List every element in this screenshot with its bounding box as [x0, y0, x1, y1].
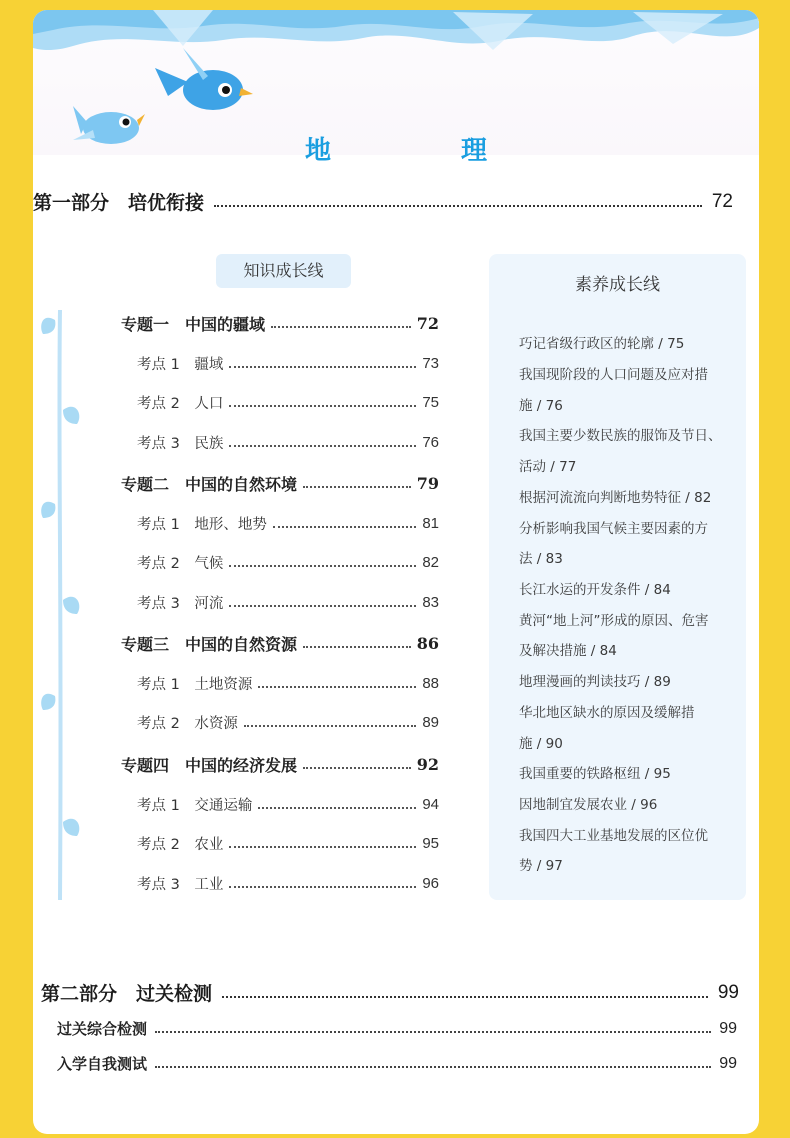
part-two-item-page: 99	[719, 1019, 737, 1037]
exam-point-page: 73	[422, 355, 439, 372]
exam-point-row[interactable]	[137, 353, 439, 374]
literacy-line-heading: 素养成长线	[575, 275, 660, 295]
part-two-item-row[interactable]	[57, 1018, 737, 1039]
exam-point-page: 89	[422, 714, 439, 731]
exam-point-row[interactable]	[137, 873, 439, 894]
leader-dots	[229, 405, 416, 407]
exam-point-label: 考点 1 交通运输	[137, 798, 253, 814]
part-two-item-label: 入学自我测试	[57, 1055, 148, 1073]
leader-dots	[222, 996, 708, 998]
leader-dots	[303, 646, 411, 648]
subject-title: 地 理	[304, 136, 539, 166]
literacy-line-text: 施 / 76	[519, 398, 563, 414]
topic-row[interactable]	[121, 312, 439, 335]
exam-point-label: 考点 2 农业	[137, 837, 224, 853]
literacy-line-text: 法 / 83	[519, 551, 563, 567]
literacy-line-text: 我国主要少数民族的服饰及节日、	[519, 428, 722, 444]
leader-dots	[229, 366, 416, 368]
part-two-page: 99	[717, 981, 739, 1003]
page-sheet	[33, 10, 759, 1134]
exam-point-row[interactable]	[137, 833, 439, 854]
knowledge-line-heading: 知识成长线	[216, 254, 351, 288]
exam-point-row[interactable]	[137, 432, 439, 453]
leader-dots	[244, 725, 416, 727]
topic-page: 86	[416, 634, 439, 653]
exam-point-row[interactable]	[137, 552, 439, 573]
literacy-line-text: 黄河“地上河”形成的原因、危害	[519, 613, 709, 629]
leader-dots	[229, 605, 416, 607]
exam-point-label: 考点 2 人口	[137, 396, 224, 412]
literacy-line-text: 巧记省级行政区的轮廓 / 75	[519, 336, 685, 352]
topic-label: 专题三 中国的自然资源	[121, 635, 298, 654]
exam-point-page: 83	[422, 594, 439, 611]
exam-point-label: 考点 3 民族	[137, 436, 224, 452]
literacy-line-text: 根据河流流向判断地势特征 / 82	[519, 490, 712, 506]
literacy-growth-panel	[489, 254, 746, 900]
exam-point-page: 88	[422, 675, 439, 692]
leader-dots	[258, 686, 416, 688]
topic-page: 92	[416, 755, 439, 774]
leader-dots	[273, 526, 416, 528]
leader-dots	[229, 846, 416, 848]
literacy-line-text: 分析影响我国气候主要因素的方	[519, 521, 708, 537]
part-one-row[interactable]	[33, 188, 733, 215]
exam-point-label: 考点 2 气候	[137, 556, 224, 572]
literacy-line-text: 华北地区缺水的原因及缓解措	[519, 705, 695, 721]
exam-point-page: 76	[422, 434, 439, 451]
part-one-label: 第一部分 培优衔接	[33, 192, 205, 214]
exam-point-row[interactable]	[137, 513, 439, 534]
leaf-icon	[41, 318, 55, 334]
exam-point-page: 94	[422, 796, 439, 813]
literacy-line-text: 我国现阶段的人口问题及应对措	[519, 367, 708, 383]
literacy-line-text: 地理漫画的判读技巧 / 89	[519, 674, 671, 690]
leader-dots	[303, 767, 411, 769]
part-one-page: 72	[711, 190, 733, 212]
literacy-line-text: 因地制宜发展农业 / 96	[519, 797, 658, 813]
part-two-row[interactable]	[41, 979, 739, 1006]
leader-dots	[229, 886, 416, 888]
exam-point-page: 81	[422, 515, 439, 532]
leader-dots	[303, 486, 411, 488]
vine-decoration	[33, 300, 93, 910]
literacy-line-text: 及解决措施 / 84	[519, 643, 617, 659]
exam-point-label: 考点 1 地形、地势	[137, 517, 267, 533]
part-two-label: 第二部分 过关检测	[41, 983, 213, 1005]
exam-point-row[interactable]	[137, 794, 439, 815]
exam-point-page: 95	[422, 835, 439, 852]
exam-point-page: 82	[422, 554, 439, 571]
literacy-line-text: 长江水运的开发条件 / 84	[519, 582, 671, 598]
topic-row[interactable]	[121, 753, 439, 776]
part-two-item-row[interactable]	[57, 1053, 737, 1074]
literacy-line-text: 施 / 90	[519, 736, 563, 752]
exam-point-page: 75	[422, 394, 439, 411]
leaf-icon	[41, 694, 55, 710]
literacy-line-text: 活动 / 77	[519, 459, 577, 475]
topic-label: 专题四 中国的经济发展	[121, 756, 298, 775]
part-two-item-label: 过关综合检测	[57, 1020, 148, 1038]
leader-dots	[271, 326, 411, 328]
leaf-icon	[63, 819, 79, 836]
exam-point-row[interactable]	[137, 712, 439, 733]
exam-point-label: 考点 3 河流	[137, 596, 224, 612]
part-two-item-page: 99	[719, 1054, 737, 1072]
exam-point-label: 考点 1 疆域	[137, 357, 224, 373]
exam-point-label: 考点 3 工业	[137, 877, 224, 893]
leader-dots	[229, 445, 416, 447]
literacy-line-text: 我国四大工业基地发展的区位优	[519, 828, 708, 844]
exam-point-row[interactable]	[137, 592, 439, 613]
topic-page: 72	[416, 314, 439, 333]
leaf-icon	[41, 502, 55, 518]
leader-dots	[155, 1066, 711, 1068]
leader-dots	[214, 205, 702, 207]
leader-dots	[155, 1031, 711, 1033]
exam-point-label: 考点 1 土地资源	[137, 677, 253, 693]
literacy-line-text: 我国重要的铁路枢纽 / 95	[519, 766, 671, 782]
leader-dots	[229, 565, 416, 567]
literacy-line-text: 势 / 97	[519, 858, 563, 874]
bird-icon	[155, 48, 253, 110]
topic-label: 专题二 中国的自然环境	[121, 475, 298, 494]
topic-label: 专题一 中国的疆域	[121, 315, 266, 334]
exam-point-row[interactable]	[137, 392, 439, 413]
exam-point-row[interactable]	[137, 673, 439, 694]
topic-row[interactable]	[121, 472, 439, 495]
topic-page: 79	[416, 474, 439, 493]
topic-row[interactable]	[121, 632, 439, 655]
leader-dots	[258, 807, 416, 809]
leaf-icon	[63, 407, 79, 424]
exam-point-label: 考点 2 水资源	[137, 716, 238, 732]
exam-point-page: 96	[422, 875, 439, 892]
leaf-icon	[63, 597, 79, 614]
